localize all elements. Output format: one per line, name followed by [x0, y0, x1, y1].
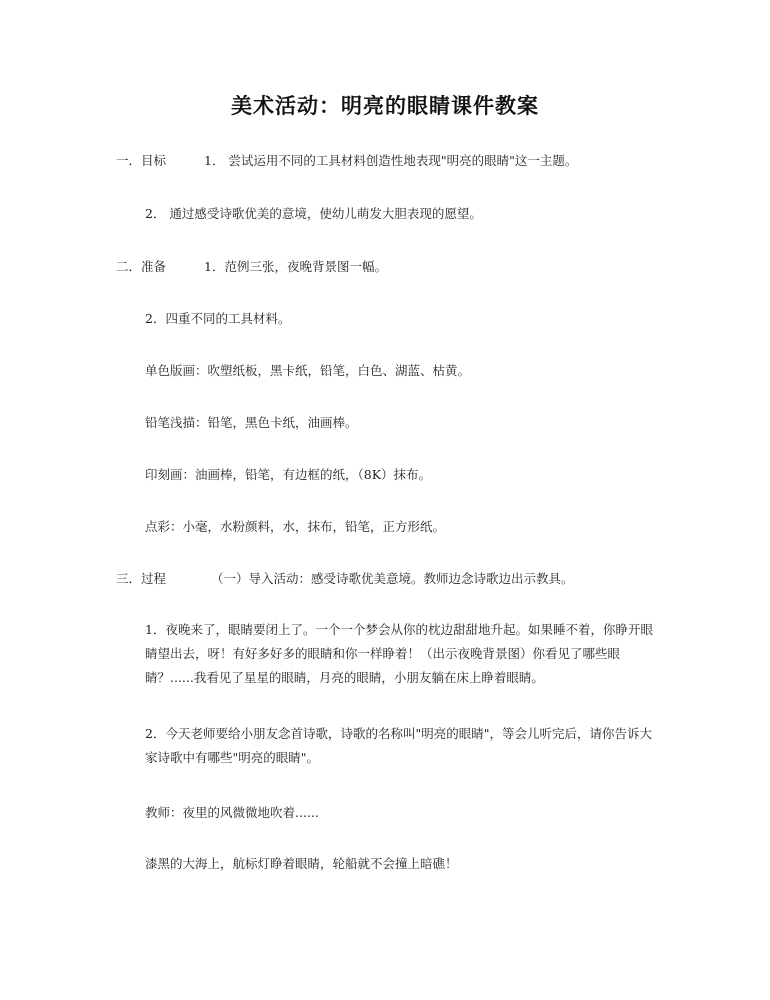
goal-item-2: 2． 通过感受诗歌优美的意境，使幼儿萌发大胆表现的愿望。 — [145, 206, 482, 221]
prep-item-2: 2．四重不同的工具材料。 — [145, 311, 291, 326]
prep-label: 二．准备 — [116, 259, 167, 274]
prep-item-1: 1．范例三张，夜晚背景图一幅。 — [204, 259, 387, 274]
paragraph-text: 1．夜晚来了，眼睛要闭上了。一个一个梦会从你的枕边甜甜地升起。如果睡不着，你睁开眼睛望出去，呀！有好多好多的眼睛和你一样睁着！（出示夜晚背景图）你看见了哪些眼睛？......我看见了星星的眼睛，月亮的眼睛，小朋友躺在床上睁着眼睛。 — [145, 622, 653, 685]
goal-label: 一．目标 — [116, 153, 167, 168]
process-paragraph-1 — [116, 618, 656, 690]
material-item: 点彩：小毫，水粉颜料，水，抹布，铅笔，正方形纸。 — [145, 519, 446, 534]
material-item: 单色版画：吹塑纸板，黑卡纸，铅笔，白色、湖蓝、枯黄。 — [145, 363, 471, 378]
material-item: 铅笔浅描：铅笔，黑色卡纸，油画棒。 — [145, 415, 358, 430]
prep-line — [116, 257, 387, 277]
process-label: 三．过程 — [116, 571, 167, 586]
material-item: 印刻画：油画棒，铅笔，有边框的纸，（8K）抹布。 — [145, 467, 432, 482]
page-title: 美术活动：明亮的眼睛课件教案 — [231, 93, 539, 118]
paragraph-text: 2．今天老师要给小朋友念首诗歌，诗歌的名称叫"明亮的眼睛"，等会儿听完后，请你告诉大家诗歌中有哪些"明亮的眼睛"。 — [145, 726, 652, 765]
goal-item-1: 1． 尝试运用不同的工具材料创造性地表现"明亮的眼睛"这一主题。 — [204, 153, 578, 168]
teacher-line: 教师：夜里的风微微地吹着...... — [145, 805, 319, 820]
poem-line: 漆黑的大海上，航标灯睁着眼睛，轮船就不会撞上暗礁！ — [145, 856, 458, 871]
goal-line — [116, 151, 577, 171]
process-paragraph-2 — [116, 722, 656, 770]
process-intro: （一）导入活动：感受诗歌优美意境。教师边念诗歌边出示教具。 — [211, 571, 574, 586]
process-line — [116, 569, 574, 589]
